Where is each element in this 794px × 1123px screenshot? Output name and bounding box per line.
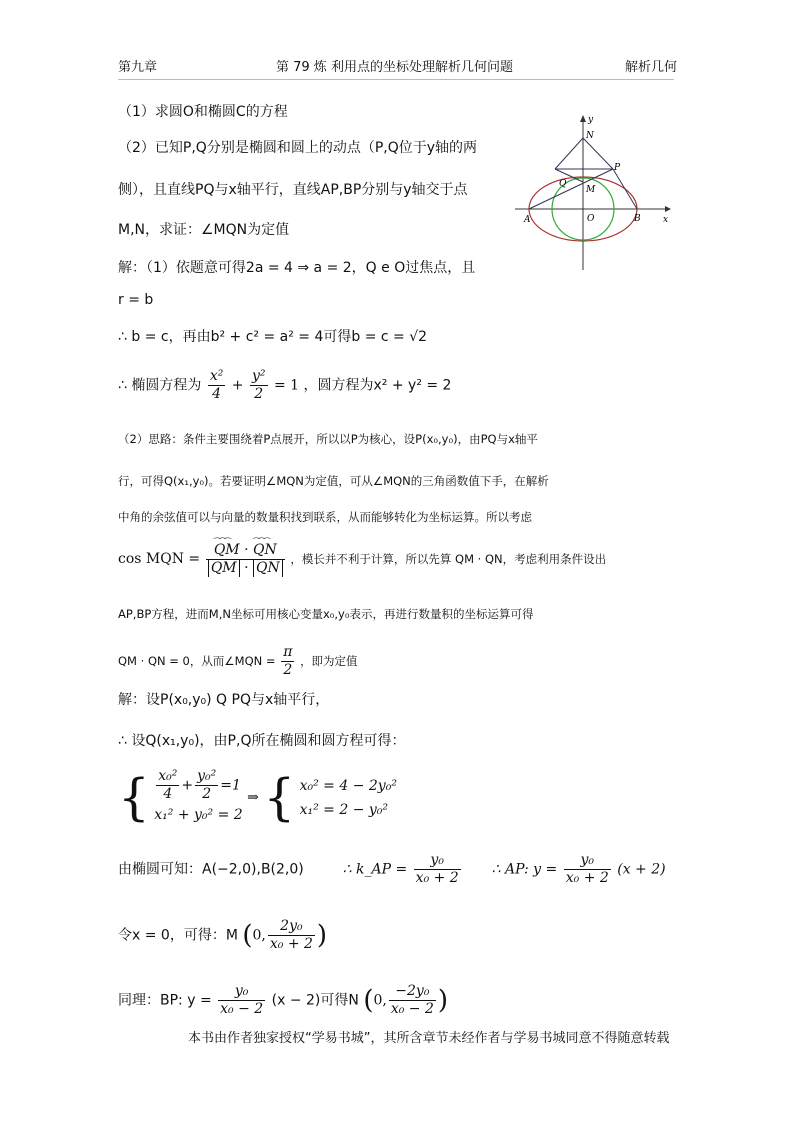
frac-x2-4: $\frac{\text{x²}}{4}$ — [209, 368, 224, 402]
copyright-footer: 本书由作者独家授权“学易书城”，其所含章节未经作者与学易书城同意不得随意转载 — [188, 1031, 670, 1046]
m-point-line: 令x = 0，可得：M (0, $\frac{\text{2y₀}}{\text{x₀ + 2}}$ ) — [118, 918, 328, 952]
equation-system: { $\frac{\text{x₀²}}{4}$ + $\frac{\text{y₀²}}{2}$ =1 x₁² + y₀² = 2 ⇒ { x₀² = 4 − 2y₀² x₁² = 2 − y₀² — [118, 768, 397, 827]
solution2-line2: ∴ 设Q(x₁,y₀)，由P,Q所在椭圆和圆方程可得： — [118, 733, 406, 749]
line-np — [583, 138, 613, 169]
sys-left-2: x₁² + y₀² = 2 — [154, 807, 243, 823]
label-p: P — [614, 163, 621, 173]
frac-pi-2: $\frac{\pi}{2}$ — [283, 644, 293, 678]
idea-line4-tail: ，模长并不利于计算，所以先算 QM · QN，考虑利用条件设出 — [290, 552, 607, 566]
header-title: 第 79 炼 利用点的坐标处理解析几何问题 — [276, 60, 513, 75]
ap-label: ∴ AP: y = — [491, 861, 558, 878]
ellipse-eq-label: ∴ 椭圆方程为 — [118, 377, 202, 394]
problem-q2-line3: M,N，求证：∠MQN为定值 — [118, 222, 290, 238]
label-a: A — [524, 215, 531, 225]
solution2-line1: 解：设P(x₀,y₀) Q PQ与x轴平行， — [118, 692, 330, 708]
label-b: B — [634, 214, 641, 224]
cos-label: cos MQN = — [118, 551, 201, 567]
ap-tail: (x + 2) — [617, 861, 666, 878]
ellipse-points-line: 由椭圆可知：A(−2,0),B(2,0) ∴ k_AP = $\frac{\text{y₀}}{\text{x₀ + 2}}$ ∴ AP: y = $\frac{\text{y₀}}{\text{x₀ + 2}}$ (x + 2) — [118, 852, 666, 886]
idea-line4 — [118, 542, 606, 577]
idea-line2: 行，可得Q(x₁,y₀)。若要证明∠MQN为定值，可从∠MQN的三角函数值下手，在解析 — [118, 474, 549, 488]
circle-eq-label: ，圆方程为x² + y² = 2 — [303, 377, 452, 394]
solution1-line3: ∴ b = c，再由b² + c² = a² = 4可得b = c = √2 — [118, 329, 428, 345]
problem-q2-line2: 侧），且直线PQ与x轴平行，直线AP,BP分别与y轴交于点 — [118, 182, 468, 198]
x-axis-arrow — [665, 206, 671, 212]
bp-label: 同理：BP: y = — [118, 992, 212, 1009]
idea-line6-head: QM · QN = 0，从而∠MQN = — [118, 654, 276, 668]
m-point-label: 令x = 0，可得：M — [118, 927, 238, 944]
bp-line: 同理：BP: y = $\frac{\text{y₀}}{\text{x₀ − 2}}$ (x − 2)可得N (0, $\frac{\text{−2y₀}}{\text{x₀ − 2}}$ ) — [118, 983, 449, 1017]
solution1-line2: r = b — [118, 292, 154, 308]
header-chapter: 第九章 — [118, 60, 158, 75]
label-n: N — [586, 131, 594, 141]
label-q: Q — [559, 179, 567, 189]
header-subject: 解析几何 — [625, 60, 678, 75]
y-axis-arrow — [580, 115, 586, 122]
line-bp — [613, 169, 637, 209]
kap-label: ∴ k_AP = — [342, 861, 408, 878]
sys-right-2: x₁² = 2 − y₀² — [299, 801, 389, 818]
sys-right-1: x₀² = 4 − 2y₀² — [299, 777, 397, 794]
ellipse-circle-figure — [515, 110, 675, 272]
label-x: x — [663, 215, 669, 225]
ellipse-points: 由椭圆可知：A(−2,0),B(2,0) — [118, 861, 304, 878]
header-divider — [118, 79, 674, 80]
idea-line6-tail: ，即为定值 — [300, 654, 358, 668]
label-y: y — [588, 115, 594, 125]
label-o: O — [587, 214, 595, 224]
label-m: M — [586, 185, 596, 195]
idea-line1: （2）思路：条件主要围绕着P点展开，所以以P为核心，设P(x₀,y₀)，由PQ与x轴平 — [118, 432, 538, 446]
idea-line3: 中角的余弦值可以与向量的数量积找到联系，从而能够转化为坐标运算。所以考虑 — [118, 510, 532, 524]
frac-y2-2: $\frac{\text{y²}}{2}$ — [251, 368, 266, 402]
solution1-line4: ∴ 椭圆方程为 $\frac{\text{x²}}{4}$ + $\frac{\text{y²}}{2}$ = 1 ，圆方程为x² + y² = 2 — [118, 368, 452, 402]
idea-line5: AP,BP方程，进而M,N坐标可用核心变量x₀,y₀表示，再进行数量积的坐标运算可得 — [118, 607, 534, 621]
bp-mid: (x − 2)可得N — [271, 992, 359, 1009]
idea-line6 — [118, 644, 358, 679]
problem-q2-line1: （2）已知P,Q分别是椭圆和圆上的动点（P,Q位于y轴的两 — [118, 140, 478, 156]
cos-fraction: ⁀⁀⁀ $\frac{QM \cdot ⁀⁀⁀ QN}{QM \cdot QN}$ — [206, 542, 285, 577]
line-qn — [555, 138, 583, 169]
solution1-line1: 解：（1）依题意可得2a = 4 ⇒ a = 2，Q e O过焦点，且 — [118, 260, 476, 276]
problem-q1: （1）求圆O和椭圆C的方程 — [118, 104, 288, 120]
